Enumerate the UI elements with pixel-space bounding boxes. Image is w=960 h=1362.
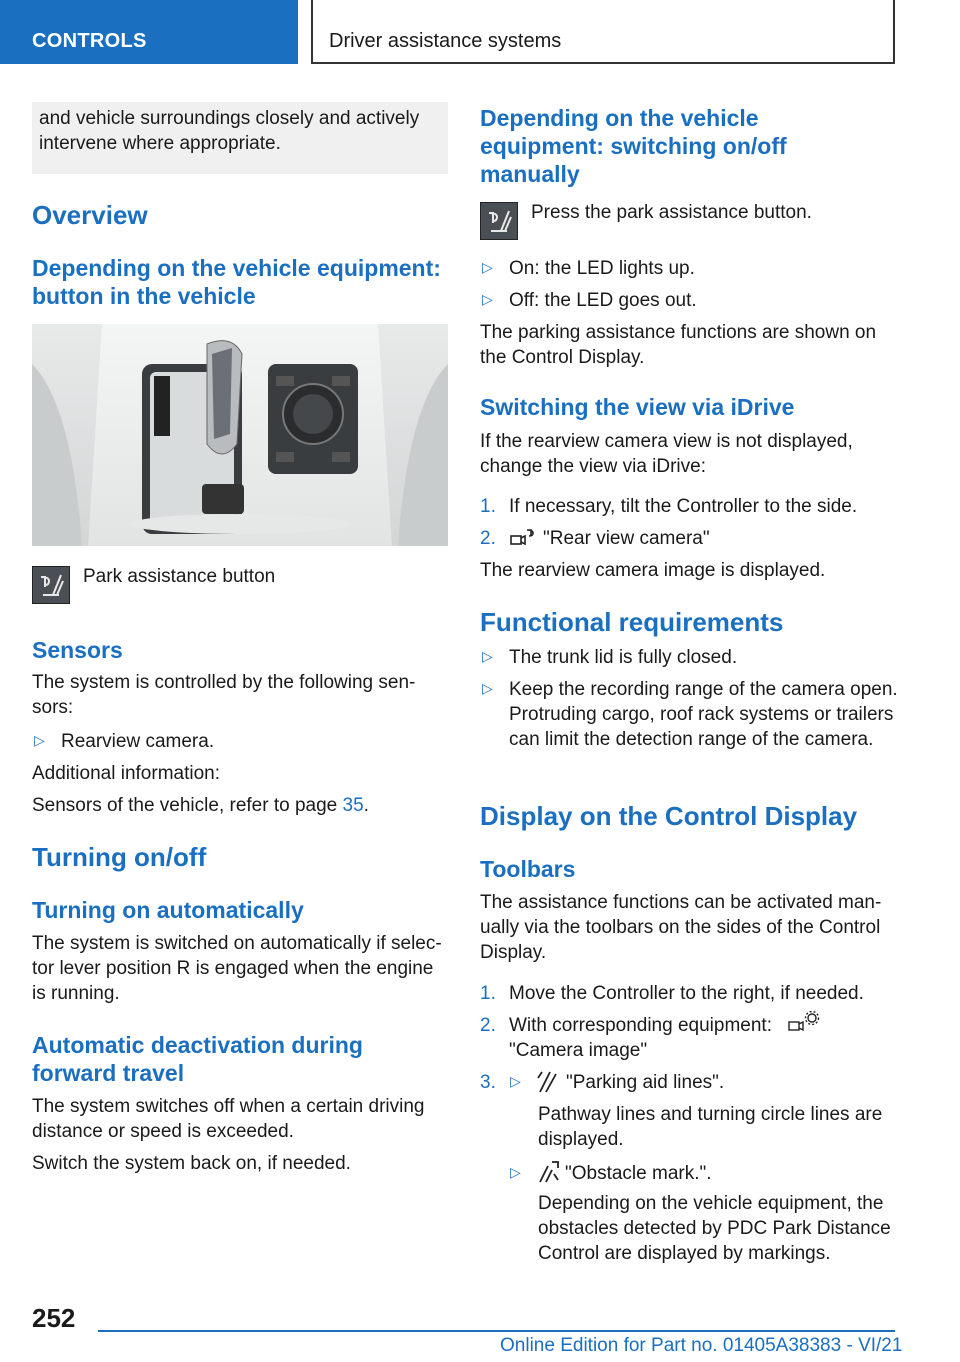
step-number: 3. — [480, 1072, 496, 1093]
step-number: 2. — [480, 1015, 496, 1036]
park-assist-icon — [480, 202, 518, 240]
step-number: 1. — [480, 496, 496, 517]
idrive-step1: If necessary, tilt the Controller to the side. — [509, 496, 858, 517]
chapter-tab — [0, 0, 298, 64]
tb-step3a-desc: Pathway lines and turning circle lines are displayed. — [538, 1104, 883, 1150]
idrive-result: The rearview camera image is displayed. — [480, 560, 826, 581]
tb-step2a: With corresponding equipment: — [509, 1015, 772, 1036]
edition-text: Online Edition for Part no. 01405A38383 - VI/21 — [500, 1335, 903, 1356]
triangle-bullet-icon: ▷ — [510, 1164, 521, 1180]
on-item: On: the LED lights up. — [509, 258, 695, 279]
shown-text: The parking assistance functions are shown on the Control Display. — [480, 322, 877, 368]
func-heading: Functional requirements — [480, 607, 784, 637]
note-text: and vehicle surroundings closely and actively intervene where appropriate. — [39, 108, 420, 154]
tb-step3b: "Obstacle mark.". — [565, 1163, 712, 1184]
center-console-photo — [32, 324, 448, 546]
sensors-reference — [32, 793, 369, 818]
auto-off-text: The system switches off when a certain driving distance or speed is exceeded. — [32, 1096, 425, 1142]
tb-step3b-desc: Depending on the vehicle equipment, the obstacles detected by PDC Park Distance Control are displayed by markings. — [538, 1193, 891, 1264]
off-item: Off: the LED goes out. — [509, 290, 697, 311]
parking-lines-icon — [536, 1068, 560, 1099]
turning-heading: Turning on/off — [32, 842, 207, 872]
toolbars-heading: Toolbars — [480, 856, 576, 882]
sensors-item: Rearview camera. — [61, 731, 215, 752]
func-item2: Keep the recording range of the camera open. Protruding cargo, roof rack systems or trailers can limit the detection range of the camera. — [509, 679, 898, 750]
camera-settings-icon — [786, 1010, 820, 1041]
func-item1: The trunk lid is fully closed. — [509, 647, 738, 668]
manual-heading: Depending on the vehicle equipment: switching on/off manually — [480, 105, 787, 187]
additional-info: Additional information: — [32, 763, 220, 784]
triangle-bullet-icon: ▷ — [510, 1073, 521, 1089]
tb-step3a: "Parking aid lines". — [566, 1072, 725, 1093]
note-box — [32, 102, 448, 174]
sensors-ref-text: Sensors of the vehicle, refer to page — [32, 795, 338, 816]
footer-divider — [98, 1330, 895, 1332]
section-label: CONTROLS — [32, 30, 147, 52]
sensors-heading: Sensors — [32, 637, 123, 663]
auto-on-heading: Turning on automatically — [32, 897, 304, 923]
triangle-bullet-icon: ▷ — [482, 291, 493, 307]
triangle-bullet-icon: ▷ — [482, 680, 493, 696]
overview-heading: Overview — [32, 200, 148, 230]
auto-on-text: The system is switched on automatically if selec-tor lever position R is engaged when the engine is running. — [32, 933, 442, 1004]
toolbars-text: The assistance functions can be activated man-ually via the toolbars on the sides of the Control Display. — [480, 892, 882, 963]
switch-back-text: Switch the system back on, if needed. — [32, 1153, 351, 1174]
tb-step2b: "Camera image" — [509, 1040, 648, 1061]
tb-step1: Move the Controller to the right, if needed. — [509, 983, 864, 1004]
display-heading: Display on the Control Display — [480, 801, 858, 831]
triangle-bullet-icon: ▷ — [34, 732, 45, 748]
triangle-bullet-icon: ▷ — [482, 648, 493, 664]
press-text: Press the park assistance button. — [531, 202, 812, 223]
button-heading: Depending on the vehicle equipment: button in the vehicle — [32, 255, 441, 309]
park-button-label: Park assistance button — [83, 566, 276, 587]
obstacle-mark-icon — [536, 1158, 560, 1189]
idrive-text: If the rearview camera view is not displayed, change the view via iDrive: — [480, 431, 853, 477]
page-number: 252 — [32, 1303, 76, 1333]
triangle-bullet-icon: ▷ — [482, 259, 493, 275]
chapter-header — [311, 0, 895, 64]
step-number: 2. — [480, 528, 496, 549]
idrive-heading: Switching the view via iDrive — [480, 394, 795, 420]
rear-camera-icon — [509, 526, 535, 555]
step-number: 1. — [480, 983, 496, 1004]
chapter-title: Driver assistance systems — [329, 30, 562, 52]
idrive-step2: "Rear view camera" — [543, 528, 710, 549]
park-assist-icon — [32, 566, 70, 604]
sensors-ref-end: . — [363, 795, 369, 816]
page-link[interactable]: 35 — [342, 795, 364, 816]
sensors-text: The system is controlled by the following sen-sors: — [32, 672, 416, 718]
auto-off-heading: Automatic deactivation during forward travel — [32, 1032, 363, 1086]
